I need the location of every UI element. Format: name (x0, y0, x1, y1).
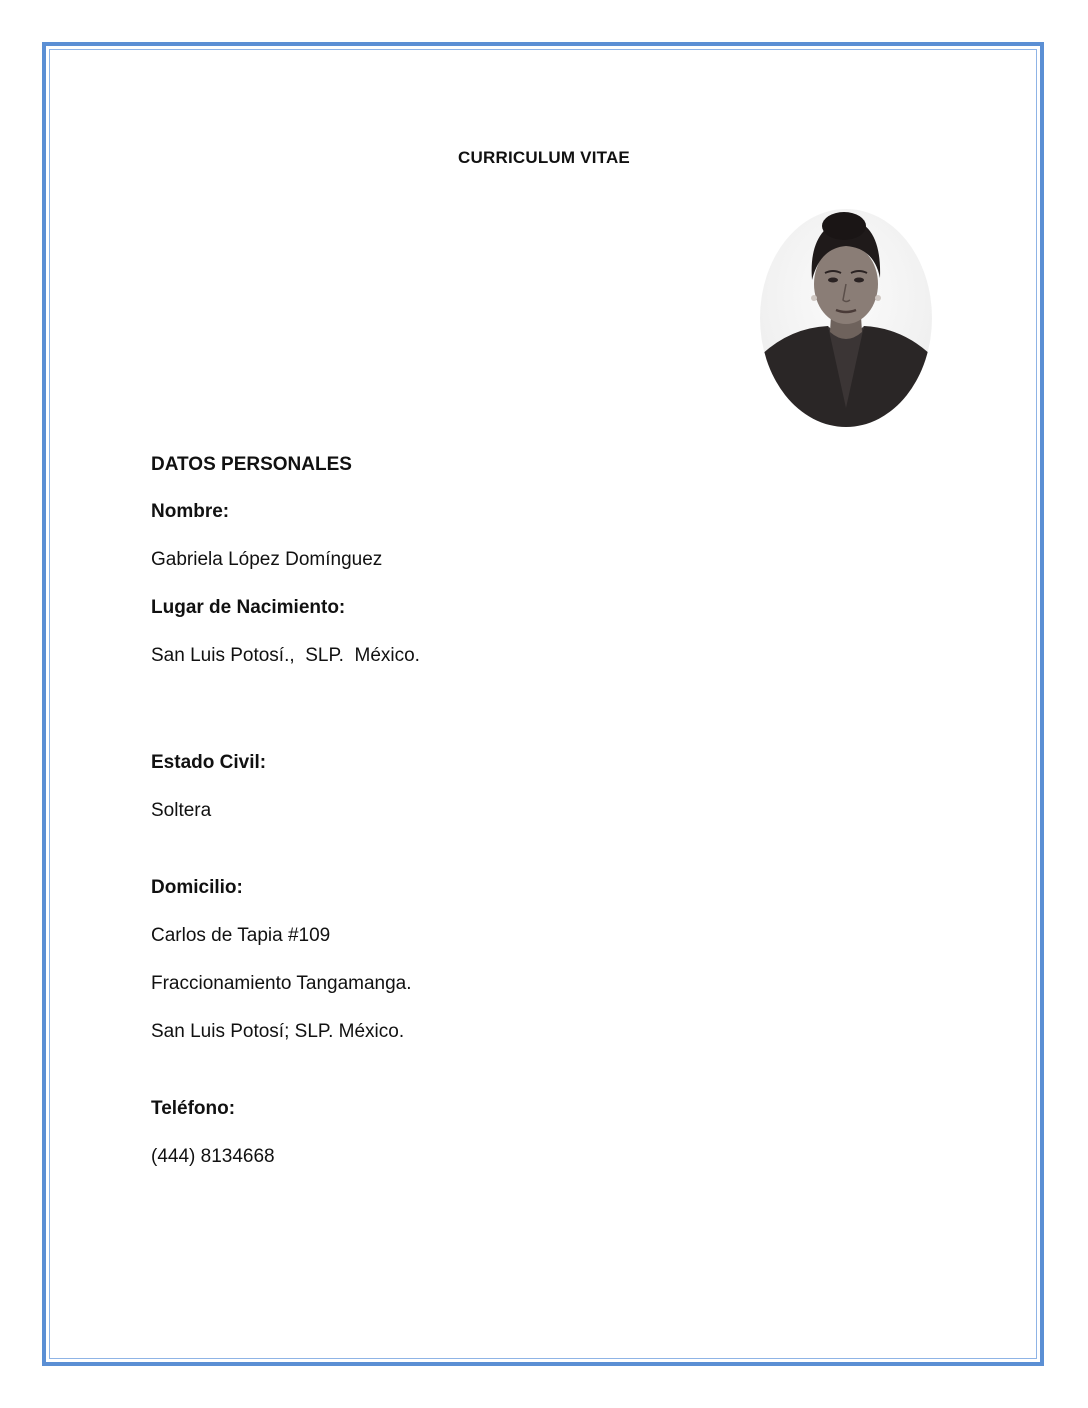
phone-label: Teléfono: (151, 1098, 236, 1119)
civil-status-label: Estado Civil: (151, 752, 267, 773)
birthplace-value: San Luis Potosí., SLP. México. (151, 645, 420, 666)
address-label: Domicilio: (151, 877, 243, 898)
phone-value: (444) 8134668 (151, 1146, 275, 1167)
document-title: CURRICULUM VITAE (458, 148, 630, 167)
address-line: Fraccionamiento Tangamanga. (151, 973, 412, 994)
birthplace-label: Lugar de Nacimiento: (151, 597, 346, 618)
name-value: Gabriela López Domínguez (151, 549, 383, 570)
address-line: Carlos de Tapia #109 (151, 925, 331, 946)
address-line: San Luis Potosí; SLP. México. (151, 1021, 405, 1042)
section-heading: DATOS PERSONALES (151, 454, 352, 475)
portrait-photo (758, 208, 934, 428)
civil-status-value: Soltera (151, 800, 212, 821)
name-label: Nombre: (151, 501, 230, 522)
